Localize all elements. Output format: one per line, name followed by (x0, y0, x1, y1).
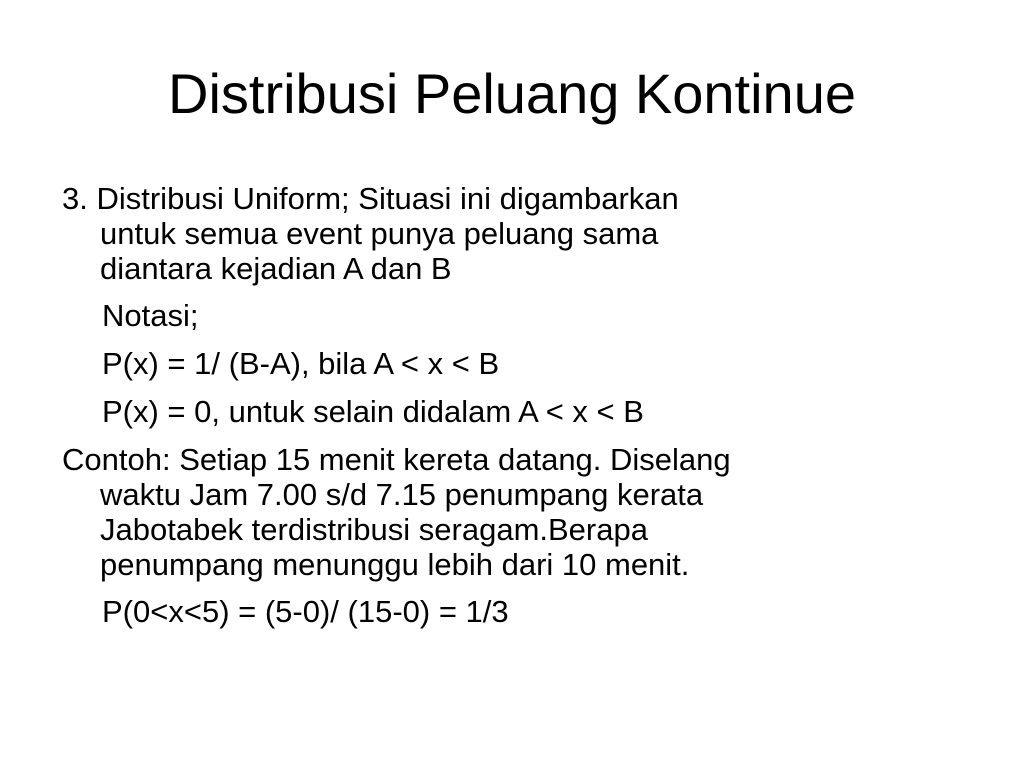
paragraph-line: diantara kejadian A dan B (100, 251, 452, 286)
notation-label: Notasi; (102, 298, 199, 333)
paragraph-line: waktu Jam 7.00 s/d 7.15 penumpang kerata (100, 477, 704, 512)
slide-title: Distribusi Peluang Kontinue (168, 62, 856, 125)
formula-within-range: P(x) = 1/ (B-A), bila A < x < B (102, 346, 500, 381)
paragraph-line: untuk semua event punya peluang sama (100, 216, 659, 251)
paragraph-uniform-distribution (62, 181, 962, 286)
paragraph-example (62, 442, 962, 582)
formula-outside-range: P(x) = 0, untuk selain didalam A < x < B (102, 394, 644, 429)
example-formula: P(0<x<5) = (5-0)/ (15-0) = 1/3 (102, 594, 509, 629)
paragraph-line: 3. Distribusi Uniform; Situasi ini digambarkan (62, 181, 679, 216)
slide-body (62, 181, 962, 642)
paragraph-line: Jabotabek terdistribusi seragam.Berapa (100, 512, 648, 547)
paragraph-line: penumpang menunggu lebih dari 10 menit. (100, 547, 690, 582)
paragraph-line: Contoh: Setiap 15 menit kereta datang. Diselang (62, 442, 731, 477)
